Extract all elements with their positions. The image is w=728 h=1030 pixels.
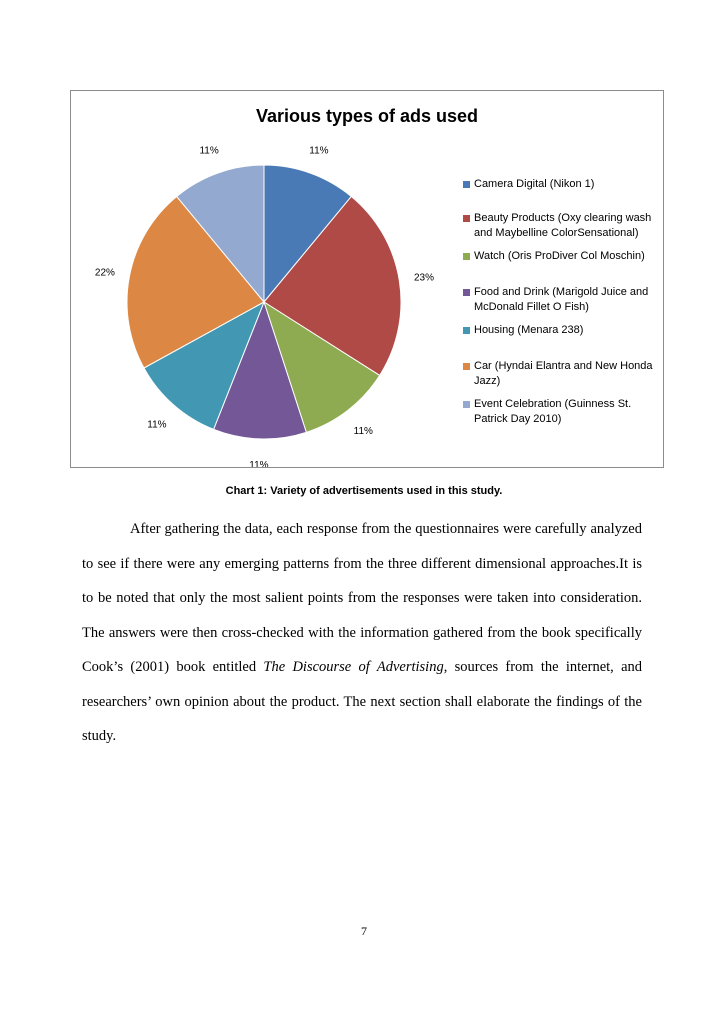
slice-label-2: 23% — [413, 272, 435, 284]
legend-label-7: Event Celebration (Guinness St. Patrick Day 2010) — [474, 398, 632, 425]
legend-swatch-4 — [463, 289, 470, 296]
page-number: 7 — [361, 924, 367, 938]
body-paragraph — [82, 512, 642, 754]
legend-label-3: Watch (Oris ProDiver Col Moschin) — [474, 250, 645, 262]
legend-label-6: Car (Hyndai Elantra and New Honda Jazz) — [474, 360, 653, 387]
chart-title: Various types of ads used — [255, 106, 479, 126]
legend-item-7 — [463, 397, 663, 427]
legend-swatch-1 — [463, 181, 470, 188]
chart-caption: Chart 1: Variety of advertisements used in this study. — [225, 485, 503, 497]
legend-swatch-7 — [463, 401, 470, 408]
slice-label-3: 11% — [353, 426, 373, 437]
legend-label-2: Beauty Products (Oxy clearing wash and Maybelline ColorSensational) — [474, 212, 652, 239]
legend-swatch-3 — [463, 253, 470, 260]
legend-item-6 — [463, 359, 663, 389]
pie-chart — [71, 91, 463, 467]
legend-item-1 — [463, 177, 663, 192]
slice-label-7: 11% — [199, 145, 219, 157]
book-title: The Discourse of Advertising — [263, 659, 444, 675]
legend-item-2 — [463, 211, 663, 241]
body-text-part-2: , sources from the internet, and researchers’ own opinion about the product. The next section shall elaborate the findings of the study. — [82, 659, 643, 744]
legend-swatch-6 — [463, 363, 470, 370]
slice-label-4: 11% — [249, 459, 269, 467]
legend-swatch-5 — [463, 327, 470, 334]
legend-label-4: Food and Drink (Marigold Juice and McDonald Fillet O Fish) — [474, 286, 649, 313]
legend-label-5: Housing (Menara 238) — [474, 324, 584, 336]
legend-label-1: Camera Digital (Nikon 1) — [474, 178, 595, 190]
chart-frame — [70, 90, 664, 468]
body-text-part-1: After gathering the data, each response from the questionnaires were carefully analyzed to see if there were any emerging patterns from the three different dimensional approaches.It is to be noted that only the most salient points from the responses were taken into consideration. The answers were then cross-checked with the information gathered from the book specifically Cook’s (2001) book entitled — [82, 521, 642, 675]
legend-item-5 — [463, 323, 663, 338]
legend-swatch-2 — [463, 215, 470, 222]
legend-item-4 — [463, 285, 663, 315]
slice-label-5: 11% — [147, 419, 167, 431]
legend-item-3 — [463, 249, 663, 264]
slice-label-6: 22% — [94, 267, 115, 279]
slice-label-1: 11% — [309, 145, 329, 157]
